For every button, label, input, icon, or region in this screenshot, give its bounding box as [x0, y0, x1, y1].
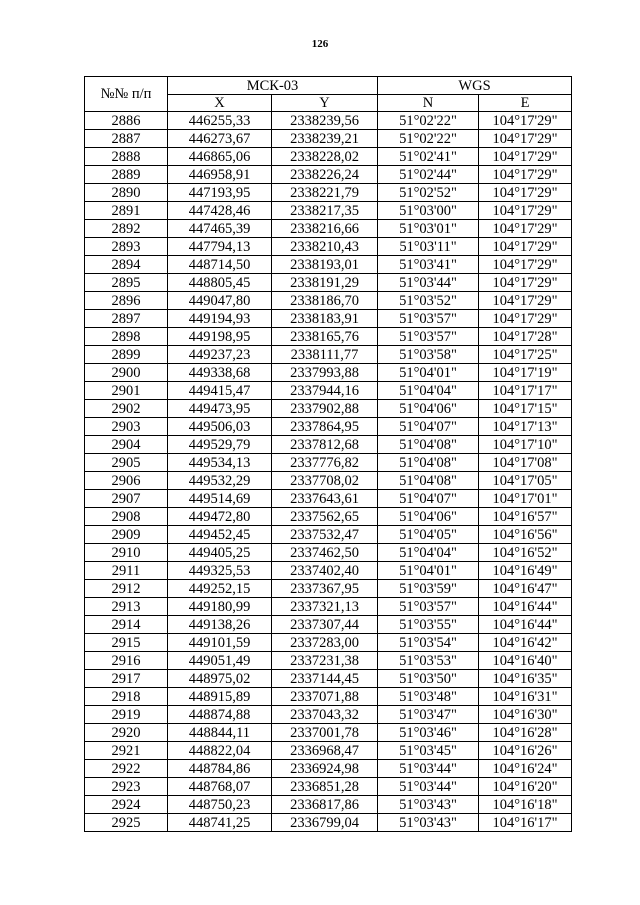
- cell-n: 51°03'44": [378, 778, 479, 796]
- table-row: [85, 706, 572, 724]
- cell-x: 448805,45: [168, 274, 272, 292]
- table-row: [85, 454, 572, 472]
- cell-e: 104°17'08": [479, 454, 572, 472]
- cell-row-number: 2918: [85, 688, 168, 706]
- cell-n: 51°04'01": [378, 562, 479, 580]
- cell-y: 2337001,78: [272, 724, 378, 742]
- cell-y: 2337643,61: [272, 490, 378, 508]
- table-row: [85, 202, 572, 220]
- cell-y: 2338191,29: [272, 274, 378, 292]
- cell-n: 51°04'04": [378, 382, 479, 400]
- cell-y: 2337708,02: [272, 472, 378, 490]
- cell-row-number: 2909: [85, 526, 168, 544]
- cell-y: 2338183,91: [272, 310, 378, 328]
- cell-y: 2336799,04: [272, 814, 378, 832]
- cell-n: 51°04'01": [378, 364, 479, 382]
- cell-n: 51°02'44": [378, 166, 479, 184]
- cell-row-number: 2900: [85, 364, 168, 382]
- cell-row-number: 2895: [85, 274, 168, 292]
- cell-x: 448915,89: [168, 688, 272, 706]
- cell-row-number: 2890: [85, 184, 168, 202]
- table-row: [85, 130, 572, 148]
- cell-e: 104°16'40": [479, 652, 572, 670]
- cell-y: 2337993,88: [272, 364, 378, 382]
- cell-n: 51°04'05": [378, 526, 479, 544]
- cell-n: 51°03'57": [378, 598, 479, 616]
- cell-row-number: 2894: [85, 256, 168, 274]
- cell-e: 104°16'57": [479, 508, 572, 526]
- cell-row-number: 2892: [85, 220, 168, 238]
- cell-row-number: 2916: [85, 652, 168, 670]
- cell-x: 449506,03: [168, 418, 272, 436]
- cell-row-number: 2888: [85, 148, 168, 166]
- cell-n: 51°04'08": [378, 436, 479, 454]
- table-row: [85, 418, 572, 436]
- cell-y: 2338111,77: [272, 346, 378, 364]
- table-row: [85, 670, 572, 688]
- cell-e: 104°17'15": [479, 400, 572, 418]
- cell-e: 104°17'25": [479, 346, 572, 364]
- cell-e: 104°17'29": [479, 148, 572, 166]
- cell-y: 2338165,76: [272, 328, 378, 346]
- cell-y: 2337321,13: [272, 598, 378, 616]
- cell-x: 448768,07: [168, 778, 272, 796]
- cell-y: 2338239,56: [272, 112, 378, 130]
- cell-e: 104°16'44": [479, 616, 572, 634]
- cell-e: 104°16'20": [479, 778, 572, 796]
- cell-n: 51°03'54": [378, 634, 479, 652]
- cell-x: 449198,95: [168, 328, 272, 346]
- header-x: X: [168, 95, 272, 112]
- cell-y: 2337812,68: [272, 436, 378, 454]
- cell-n: 51°02'41": [378, 148, 479, 166]
- cell-row-number: 2921: [85, 742, 168, 760]
- cell-e: 104°17'28": [479, 328, 572, 346]
- cell-n: 51°03'53": [378, 652, 479, 670]
- cell-y: 2336817,86: [272, 796, 378, 814]
- cell-e: 104°17'29": [479, 184, 572, 202]
- cell-row-number: 2896: [85, 292, 168, 310]
- cell-e: 104°17'29": [479, 238, 572, 256]
- cell-e: 104°16'44": [479, 598, 572, 616]
- cell-row-number: 2899: [85, 346, 168, 364]
- table-row: [85, 526, 572, 544]
- cell-x: 449472,80: [168, 508, 272, 526]
- cell-row-number: 2911: [85, 562, 168, 580]
- cell-row-number: 2922: [85, 760, 168, 778]
- cell-n: 51°04'06": [378, 508, 479, 526]
- table-row: [85, 598, 572, 616]
- header-e: E: [479, 95, 572, 112]
- cell-e: 104°16'17": [479, 814, 572, 832]
- cell-n: 51°02'52": [378, 184, 479, 202]
- cell-y: 2338193,01: [272, 256, 378, 274]
- cell-e: 104°16'24": [479, 760, 572, 778]
- cell-e: 104°17'29": [479, 292, 572, 310]
- table-row: [85, 364, 572, 382]
- cell-x: 449338,68: [168, 364, 272, 382]
- cell-y: 2337902,88: [272, 400, 378, 418]
- cell-x: 446958,91: [168, 166, 272, 184]
- cell-n: 51°03'59": [378, 580, 479, 598]
- cell-y: 2338216,66: [272, 220, 378, 238]
- cell-x: 448741,25: [168, 814, 272, 832]
- table-row: [85, 634, 572, 652]
- cell-x: 448975,02: [168, 670, 272, 688]
- cell-y: 2338239,21: [272, 130, 378, 148]
- cell-y: 2337283,00: [272, 634, 378, 652]
- cell-n: 51°03'44": [378, 274, 479, 292]
- cell-x: 449514,69: [168, 490, 272, 508]
- cell-x: 448750,23: [168, 796, 272, 814]
- cell-row-number: 2915: [85, 634, 168, 652]
- cell-e: 104°17'01": [479, 490, 572, 508]
- cell-row-number: 2898: [85, 328, 168, 346]
- cell-row-number: 2891: [85, 202, 168, 220]
- cell-y: 2338186,70: [272, 292, 378, 310]
- cell-e: 104°17'05": [479, 472, 572, 490]
- table-row: [85, 562, 572, 580]
- cell-y: 2337307,44: [272, 616, 378, 634]
- cell-row-number: 2897: [85, 310, 168, 328]
- cell-e: 104°16'18": [479, 796, 572, 814]
- cell-row-number: 2905: [85, 454, 168, 472]
- cell-x: 448784,86: [168, 760, 272, 778]
- cell-n: 51°03'43": [378, 796, 479, 814]
- table-row: [85, 490, 572, 508]
- cell-row-number: 2901: [85, 382, 168, 400]
- cell-y: 2337864,95: [272, 418, 378, 436]
- table-row: [85, 436, 572, 454]
- cell-y: 2336924,98: [272, 760, 378, 778]
- cell-n: 51°03'43": [378, 814, 479, 832]
- cell-y: 2337231,38: [272, 652, 378, 670]
- cell-e: 104°17'29": [479, 256, 572, 274]
- cell-x: 447193,95: [168, 184, 272, 202]
- cell-e: 104°17'29": [479, 310, 572, 328]
- table-row: [85, 400, 572, 418]
- cell-x: 446273,67: [168, 130, 272, 148]
- cell-x: 447428,46: [168, 202, 272, 220]
- cell-n: 51°04'08": [378, 454, 479, 472]
- header-y: Y: [272, 95, 378, 112]
- cell-row-number: 2914: [85, 616, 168, 634]
- cell-x: 448844,11: [168, 724, 272, 742]
- cell-e: 104°16'31": [479, 688, 572, 706]
- table-row: [85, 652, 572, 670]
- cell-e: 104°17'29": [479, 130, 572, 148]
- cell-n: 51°04'07": [378, 418, 479, 436]
- cell-y: 2337043,32: [272, 706, 378, 724]
- cell-row-number: 2907: [85, 490, 168, 508]
- cell-row-number: 2924: [85, 796, 168, 814]
- header-n: N: [378, 95, 479, 112]
- cell-n: 51°04'07": [378, 490, 479, 508]
- cell-e: 104°16'52": [479, 544, 572, 562]
- cell-x: 449534,13: [168, 454, 272, 472]
- cell-x: 449473,95: [168, 400, 272, 418]
- table-row: [85, 256, 572, 274]
- cell-n: 51°02'22": [378, 130, 479, 148]
- cell-x: 449529,79: [168, 436, 272, 454]
- cell-n: 51°03'47": [378, 706, 479, 724]
- cell-row-number: 2906: [85, 472, 168, 490]
- cell-x: 449452,45: [168, 526, 272, 544]
- cell-x: 448822,04: [168, 742, 272, 760]
- cell-row-number: 2920: [85, 724, 168, 742]
- cell-x: 447794,13: [168, 238, 272, 256]
- cell-n: 51°03'45": [378, 742, 479, 760]
- cell-n: 51°03'48": [378, 688, 479, 706]
- cell-row-number: 2887: [85, 130, 168, 148]
- cell-y: 2337071,88: [272, 688, 378, 706]
- table-row: [85, 166, 572, 184]
- cell-x: 449237,23: [168, 346, 272, 364]
- table-row: [85, 814, 572, 832]
- cell-e: 104°17'29": [479, 274, 572, 292]
- table-row: [85, 580, 572, 598]
- page-number: 126: [311, 38, 329, 50]
- cell-e: 104°16'35": [479, 670, 572, 688]
- cell-e: 104°17'13": [479, 418, 572, 436]
- cell-e: 104°17'29": [479, 220, 572, 238]
- cell-e: 104°16'49": [479, 562, 572, 580]
- cell-e: 104°16'56": [479, 526, 572, 544]
- table-row: [85, 688, 572, 706]
- table-row: [85, 544, 572, 562]
- cell-x: 449047,80: [168, 292, 272, 310]
- cell-e: 104°16'42": [479, 634, 572, 652]
- cell-x: 448874,88: [168, 706, 272, 724]
- cell-n: 51°04'08": [378, 472, 479, 490]
- cell-n: 51°04'06": [378, 400, 479, 418]
- cell-y: 2338221,79: [272, 184, 378, 202]
- cell-n: 51°03'58": [378, 346, 479, 364]
- cell-row-number: 2886: [85, 112, 168, 130]
- cell-row-number: 2910: [85, 544, 168, 562]
- cell-row-number: 2908: [85, 508, 168, 526]
- cell-n: 51°03'11": [378, 238, 479, 256]
- cell-y: 2337367,95: [272, 580, 378, 598]
- cell-y: 2337402,40: [272, 562, 378, 580]
- cell-n: 51°02'22": [378, 112, 479, 130]
- cell-row-number: 2893: [85, 238, 168, 256]
- header-msk-03: МСК-03: [168, 77, 378, 95]
- cell-x: 449532,29: [168, 472, 272, 490]
- cell-n: 51°03'46": [378, 724, 479, 742]
- cell-y: 2336851,28: [272, 778, 378, 796]
- cell-row-number: 2904: [85, 436, 168, 454]
- cell-y: 2338217,35: [272, 202, 378, 220]
- table-row: [85, 472, 572, 490]
- cell-e: 104°17'29": [479, 202, 572, 220]
- cell-x: 449138,26: [168, 616, 272, 634]
- cell-x: 447465,39: [168, 220, 272, 238]
- header-wgs: WGS: [378, 77, 572, 95]
- cell-row-number: 2913: [85, 598, 168, 616]
- table-row: [85, 742, 572, 760]
- cell-e: 104°16'26": [479, 742, 572, 760]
- table-row: [85, 616, 572, 634]
- cell-n: 51°03'01": [378, 220, 479, 238]
- table-body: [85, 112, 572, 832]
- cell-n: 51°03'41": [378, 256, 479, 274]
- cell-row-number: 2912: [85, 580, 168, 598]
- table-row: [85, 382, 572, 400]
- table-row: [85, 508, 572, 526]
- cell-n: 51°03'55": [378, 616, 479, 634]
- header-row-number: №№ п/п: [85, 77, 168, 112]
- cell-x: 446255,33: [168, 112, 272, 130]
- cell-y: 2337462,50: [272, 544, 378, 562]
- cell-x: 449194,93: [168, 310, 272, 328]
- table-row: [85, 274, 572, 292]
- cell-e: 104°16'47": [479, 580, 572, 598]
- table-row: [85, 310, 572, 328]
- table-row: [85, 292, 572, 310]
- cell-x: 449415,47: [168, 382, 272, 400]
- table-row: [85, 148, 572, 166]
- cell-x: 449101,59: [168, 634, 272, 652]
- table-row: [85, 238, 572, 256]
- cell-n: 51°03'52": [378, 292, 479, 310]
- cell-row-number: 2889: [85, 166, 168, 184]
- cell-y: 2337144,45: [272, 670, 378, 688]
- cell-x: 449405,25: [168, 544, 272, 562]
- cell-y: 2337776,82: [272, 454, 378, 472]
- cell-y: 2338210,43: [272, 238, 378, 256]
- cell-n: 51°03'44": [378, 760, 479, 778]
- cell-row-number: 2925: [85, 814, 168, 832]
- cell-y: 2338226,24: [272, 166, 378, 184]
- cell-x: 446865,06: [168, 148, 272, 166]
- table-row: [85, 724, 572, 742]
- cell-x: 449180,99: [168, 598, 272, 616]
- cell-row-number: 2917: [85, 670, 168, 688]
- cell-e: 104°17'29": [479, 112, 572, 130]
- cell-n: 51°03'57": [378, 310, 479, 328]
- cell-y: 2336968,47: [272, 742, 378, 760]
- table-row: [85, 112, 572, 130]
- cell-row-number: 2919: [85, 706, 168, 724]
- table-row: [85, 760, 572, 778]
- cell-e: 104°16'30": [479, 706, 572, 724]
- cell-n: 51°03'00": [378, 202, 479, 220]
- table-row: [85, 796, 572, 814]
- cell-y: 2337532,47: [272, 526, 378, 544]
- table-row: [85, 778, 572, 796]
- cell-e: 104°17'29": [479, 166, 572, 184]
- cell-row-number: 2903: [85, 418, 168, 436]
- cell-e: 104°16'28": [479, 724, 572, 742]
- cell-e: 104°17'19": [479, 364, 572, 382]
- table-row: [85, 184, 572, 202]
- table-row: [85, 346, 572, 364]
- cell-n: 51°03'50": [378, 670, 479, 688]
- table-row: [85, 220, 572, 238]
- cell-row-number: 2923: [85, 778, 168, 796]
- coordinates-table: [84, 76, 572, 832]
- cell-x: 449252,15: [168, 580, 272, 598]
- cell-e: 104°17'10": [479, 436, 572, 454]
- cell-e: 104°17'17": [479, 382, 572, 400]
- table-header: [85, 77, 572, 112]
- cell-x: 449051,49: [168, 652, 272, 670]
- cell-x: 449325,53: [168, 562, 272, 580]
- cell-x: 448714,50: [168, 256, 272, 274]
- cell-n: 51°03'57": [378, 328, 479, 346]
- cell-y: 2337562,65: [272, 508, 378, 526]
- cell-row-number: 2902: [85, 400, 168, 418]
- cell-y: 2338228,02: [272, 148, 378, 166]
- cell-n: 51°04'04": [378, 544, 479, 562]
- table-row: [85, 328, 572, 346]
- cell-y: 2337944,16: [272, 382, 378, 400]
